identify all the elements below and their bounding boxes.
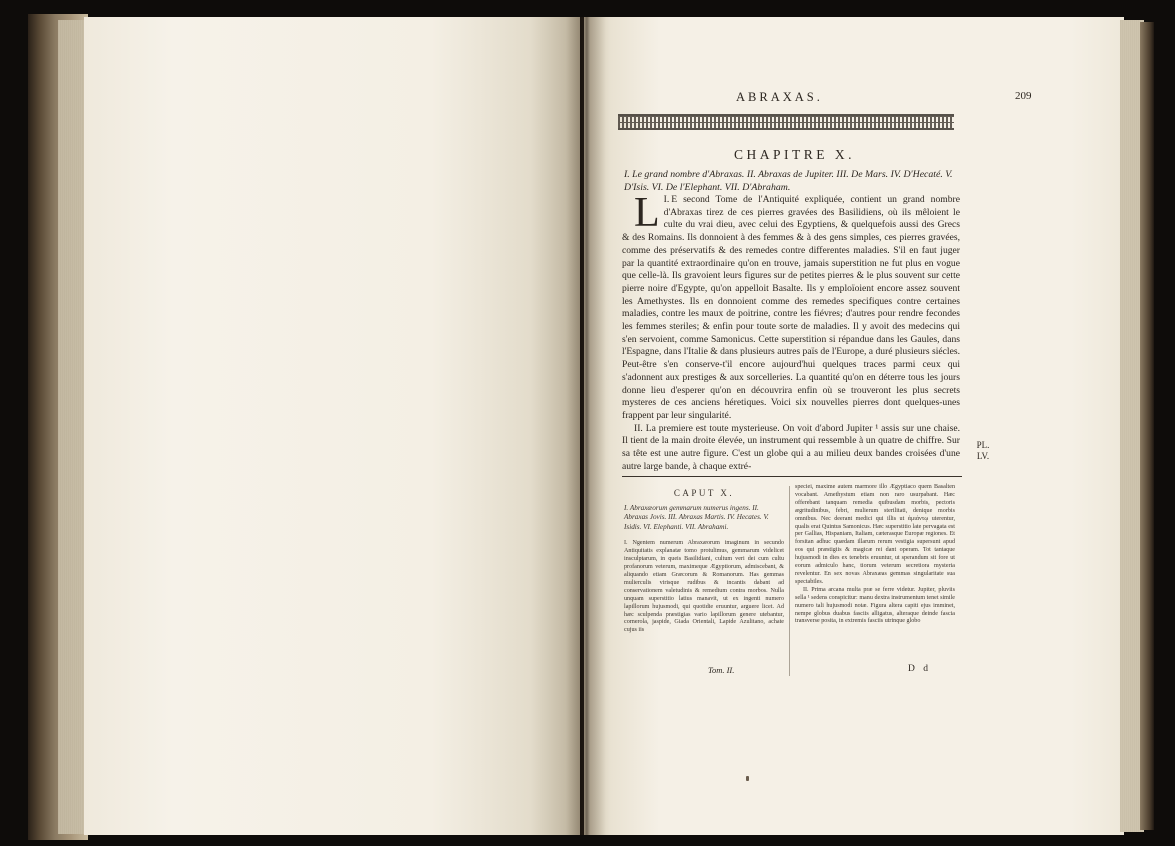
latin-column-left: [624, 486, 784, 635]
drop-cap: L: [634, 190, 660, 236]
column-divider: [789, 486, 790, 676]
latin-text-right-para2: II. Prima arcana multa præ se ferre videtur. Jupiter, pluviis sella ¹ sedens conspicitur: manu dextra instrumentum tenet simile numero tali hujusmodi notæ. Figura altera capiti ejus imminet, nempe globus duabus fasciis alligatus, alteraque deinde fascia transverse posita, in extremis fasciis utrinque globo: [795, 586, 955, 625]
paragraph-1-text: E second Tome de l'Antiquité expliquée, contient un grand nombre d'Abraxas tirez de ces pierres gravées des Basilidiens, où ils mêloient le culte du vrai dieu, avec celui des Egyptiens, & quelquefois aussi des Grecs & des Romains. Ils donnoient à des femmes & à des gens simples, ces pierres gravées, comme des préservatifs & des remedes contre differentes maladies. S'il en faut juger par la quantité extraordinaire qu'on en trouve, jamais superstition ne fut plus en vogue que celle-là. Ils gravoient leurs figures sur de petites pierres & le plus souvent sur cette pierre noire d'Egypte, qu'on appelloit Basalte. Ils y emploïoient encore assez souvent les Amethystes. Ils en donnoient comme des remedes specifiques contre certaines maladies, contre les maux de poitrine, contre les fiévres; d'autres pour rendre fecondes les femmes steriles; & enfin pour toute sorte de maladies. Il y avoit des medecins qui s'en servoient, comme Samonicus. Cette superstition si répandue dans les Gaules, dans l'Espagne, dans l'Italie & dans plusieurs autres païs de l'Europe, a duré plusieurs siécles. Peut-être s'en conserve-t'il encore aujourd'hui quelques traces parmi ceux qui s'adonnent aux prestiges & aux sorcelleries. La quantité qu'on en déterre tous les jours donne lieu d'esperer qu'on en découvrira enfin où se trouveront les plus secrets mysteres de ces anciens héretiques. Voici six nouvelles pierres dont quelques-unes frappent par leur singularité.: [622, 194, 960, 421]
section-rule: [622, 476, 962, 477]
page-number: 209: [1015, 90, 1032, 102]
plate-reference: [972, 440, 994, 462]
plate-label: PL.: [976, 440, 990, 450]
caput-title: CAPUT X.: [673, 488, 735, 498]
book-gutter: [566, 17, 606, 835]
latin-text-left: I. Ngentem numerum Abraxæorum imaginum in secundo Antiquitatis explanatæ tomo protulimus, gemmarum videlicet insculptarum, in queis Basilidiani, cultum veri dei cum cultu profanorum veterum, maximeque Ægyptiorum, admiscebant, & aliquando etiam Græcorum & Romanorum. Has gemmas mulierculis virisque rudibus & incantis dabant ad conservationem valetudinis & remedium contra morbos. Nulla unquam superstitio latius manavit, ut ex ingenti numero lapillorum hujusmodi, qui quotidie eruuntur, arguere licet. Ad hæc sculpenda præstigias vario lapillorum genere utebantur, cornerola, jaspide, Giada Orientali, Lapide Azulitano, achate cujus iis: [624, 540, 784, 634]
paper-speck: [746, 776, 749, 781]
running-head: ABRAXAS.: [736, 90, 823, 104]
latin-summary: I. Abraxæorum gemmarum numerus ingens. II. Abraxas Jovis. III. Abraxas Martis. IV. Hecates. V. Isidis. VI. Elephanti. VII. Abrahami.: [624, 503, 769, 531]
latin-column-right: [795, 484, 955, 626]
paragraph-2: II. La premiere est toute mysterieuse. On voit d'abord Jupiter ¹ assis sur une chaise. Il tient de la main droite élevée, un instrument qui ressemble à un quatre de chiffre. Sur sa tête est une autre figure. C'est un globe qui a au milieu deux bandes croisées d'une autre large bande, à chaque extré-: [622, 422, 960, 472]
paragraph-number: I.: [663, 194, 670, 205]
chapter-title: CHAPITRE X.: [734, 147, 856, 162]
french-body-text: [622, 190, 960, 473]
volume-catchword: Tom. II.: [708, 665, 735, 675]
ornament-headpiece: [618, 114, 954, 130]
book-binding-right: [1140, 22, 1154, 830]
chapter-summary: I. Le grand nombre d'Abraxas. II. Abraxas de Jupiter. III. De Mars. IV. D'Hecaté. V. D'Isis. VI. De l'Elephant. VII. D'Abraham.: [624, 169, 953, 193]
signature-mark: D d: [908, 664, 931, 674]
left-page-blank: [84, 17, 580, 835]
paragraph-1: [622, 190, 960, 423]
latin-text-right: speciei, maxime autem marmore illo Ægyptiaco quem Basalten vocabant. Amethystum etiam non raro usurpabant. Hæc offerebant tanquam remedia quibusdam morbis, pectoris ægritudinibus, febri, mulierum sterilitati, denique morbis omnibus. Nec deerant medici qui illis ut ἀμιάντῳ uterentur, qualis erat Quintus Samonicus. Hæc superstitio late pervagata est per Gallias, Hispaniam, Italiam, cæterasque Europæ regiones. Et forsitan adhuc quædam illarum rerum vestigia supersunt apud eos qui præstigiis & magicæ rei dant operam. Tot tantaque hujusmodi in dies ex tenebris eruuntur, ut sperandum sit fore ut eorum admiculo hanc, tiorum veterum secretiora mysteria revelentur. En sex novas Abraxæas gemmas singularitate sua spectabiles.: [795, 484, 955, 585]
plate-number: LV.: [976, 451, 990, 461]
